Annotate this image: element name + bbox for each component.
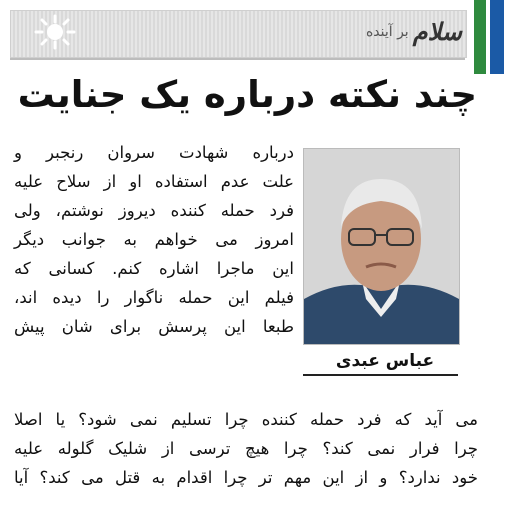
body-line: علت عدم استفاده او از سلاح علیه [14, 172, 294, 191]
body-line: امروز می خواهم به جوانب دیگر [14, 230, 294, 249]
sun-icon [18, 12, 92, 52]
author-portrait-image [304, 149, 459, 344]
body-line: این ماجرا اشاره کنم. کسانی که [14, 259, 294, 278]
accent-bar-blue [490, 0, 504, 74]
body-line: چرا فرار نمی کند؟ چرا هیچ ترسی از شلیک گلوله علیه [14, 439, 478, 458]
caption-rule [303, 374, 458, 376]
body-line: فیلم این حمله ناگوار را دیده اند، [14, 288, 294, 307]
body-line: فرد حمله کننده دیروز نوشتم، ولی [14, 201, 294, 220]
brand-logo [342, 14, 462, 50]
body-line: درباره شهادت سروان رنجبر و [14, 143, 294, 162]
body-line: خود ندارد؟ و از این مهم تر چرا اقدام به قتل می کند؟ آیا [14, 468, 478, 487]
header-rule [10, 58, 465, 60]
author-name: عباس عبدی [335, 351, 435, 371]
brand-main: سلام [412, 18, 462, 46]
headline: چند نکته درباره یک جنایت [17, 73, 477, 116]
body-line: طبعا این پرسش برای شان پیش [14, 317, 294, 336]
author-photo [303, 148, 460, 345]
accent-bar-green [474, 0, 486, 74]
brand-sub: بر آینده [365, 24, 409, 40]
body-line: می آید که فرد حمله کننده چرا تسلیم نمی شود؟ یا اصلا [14, 410, 478, 429]
